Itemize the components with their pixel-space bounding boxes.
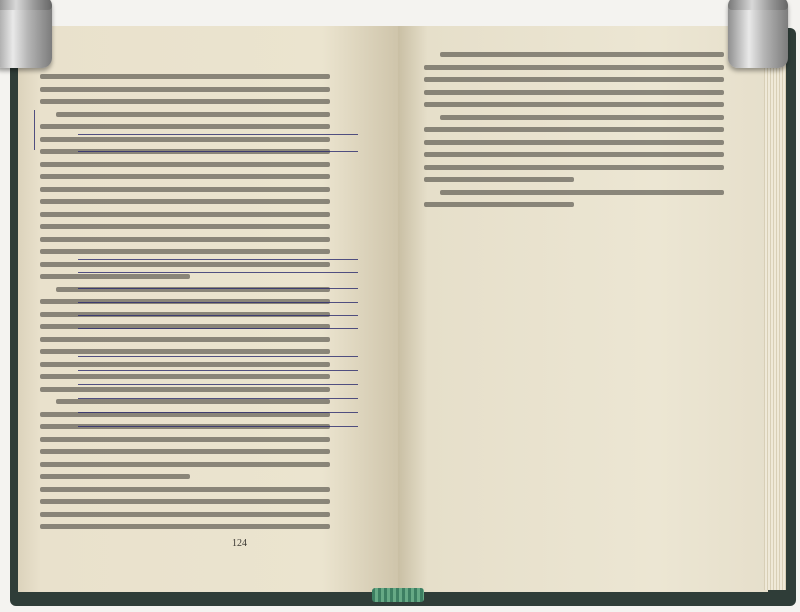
text-line [424,65,724,70]
underline-mark [78,398,358,399]
underline-mark [78,259,358,260]
ribbon-bookmark [372,588,424,602]
underline-mark [78,315,358,316]
text-line [424,77,724,82]
text-line [424,140,724,145]
text-line [424,127,724,132]
text-line [40,499,330,504]
text-line [440,115,724,120]
text-line [40,187,330,192]
text-line [40,199,330,204]
text-line [40,212,330,217]
text-line [40,487,330,492]
text-line [424,90,724,95]
page-number: 124 [232,538,247,549]
underline-mark [78,384,358,385]
text-line [40,162,330,167]
text-line [40,462,330,467]
left-page [18,26,398,592]
text-line [40,249,330,254]
underline-mark [78,151,358,152]
text-line [424,177,574,182]
text-line [40,274,190,279]
text-line [40,262,330,267]
page-edges [764,34,786,590]
text-line [40,437,330,442]
underline-mark [78,328,358,329]
left-book-weight [0,0,52,68]
text-line [40,99,330,104]
text-line [40,524,330,529]
underline-mark [78,356,358,357]
text-line [40,87,330,92]
text-line [440,190,724,195]
text-line [424,102,724,107]
text-line [424,202,574,207]
underline-mark [78,302,358,303]
text-line [40,174,330,179]
underline-mark [78,134,358,135]
underline-mark [78,412,358,413]
text-line [40,137,330,142]
text-line [40,349,330,354]
underline-mark [78,288,358,289]
text-line [40,224,330,229]
text-line [40,74,330,79]
text-line [40,124,330,129]
text-line [40,374,330,379]
text-line [424,152,724,157]
right-book-weight [728,0,788,68]
text-line [440,52,724,57]
text-line [56,112,330,117]
underline-mark [78,370,358,371]
text-line [56,399,330,404]
text-line [40,337,330,342]
right-page [398,26,768,592]
text-line [40,237,330,242]
text-line [424,165,724,170]
text-line [40,362,330,367]
text-line [40,449,330,454]
text-line [40,512,330,517]
text-line [40,474,190,479]
margin-mark [34,110,35,150]
underline-mark [78,426,358,427]
underline-mark [78,272,358,273]
text-line [40,387,330,392]
